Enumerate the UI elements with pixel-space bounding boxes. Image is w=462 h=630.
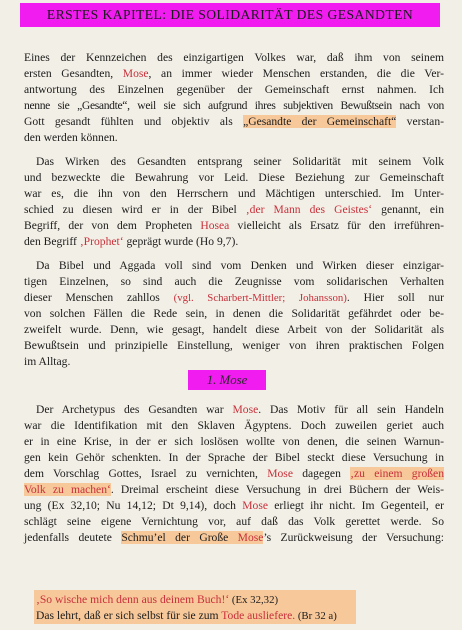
para4-line3: er in eine Krise, in der er sich loslösen wollte von denen, die seinen Warnun- bbox=[24, 435, 444, 448]
name-mose: Mose bbox=[232, 403, 259, 416]
para3-line2: tigen Einzelnen, so sind auch die Zeugnisse vom solidarischen Verhalten bbox=[24, 275, 444, 288]
para3-line5: zweifelt wurde. Denn, wie gesagt, handelt diese Arbeit von der Solidarität als bbox=[24, 323, 444, 336]
name-mose: Mose bbox=[122, 67, 149, 80]
para1-text: verstan- bbox=[396, 115, 444, 128]
para4-line7 bbox=[24, 498, 444, 514]
para4-line2: war die Identifikation mit den Sklaven Ägyptens. Doch zuweilen geriet auch bbox=[24, 419, 444, 432]
term-mann-des-geistes: ‚der Mann des Geistes‘ bbox=[245, 203, 373, 216]
para3-text: . Hier soll nur bbox=[346, 291, 444, 304]
para1-line6: den werden können. bbox=[24, 131, 118, 144]
section-heading: 1. Mose bbox=[188, 370, 266, 390]
para4-text: ’s Zurückweisung der Versuchung: bbox=[263, 531, 444, 544]
para4-text: dem Vorschlag Gottes, Israel zu vernichten, bbox=[24, 467, 268, 480]
para3-text: dieser Menschen zahllos bbox=[24, 291, 174, 304]
para2-text: schied zu diesen wird er in der Bibel bbox=[24, 203, 246, 216]
para1-text: ersten Gesandten, bbox=[24, 67, 123, 80]
highlight-schmuel: Schmu’el der Große bbox=[121, 531, 238, 544]
para2-line4 bbox=[24, 202, 444, 218]
name-mose: Mose bbox=[237, 531, 264, 544]
para2-line2: und bezweckte die Bewahrung vor Leid. Diese Beziehung zur Gemeinschaft bbox=[24, 171, 444, 184]
para1-line5 bbox=[24, 114, 444, 130]
para3-line6: Bewußtsein und prinzipielle Einstellung, weniger von ihren praktischen Folgen bbox=[24, 339, 444, 352]
para4-text: jedenfalls deutete bbox=[24, 531, 122, 544]
para3-line4: von solchen Fällen die Rede sein, in denen die Solidarität gefährdet oder be- bbox=[24, 307, 444, 320]
para3-line3 bbox=[24, 290, 444, 306]
para2-line3: war es, die ihn von den Herrschern und Mächtigen unterschied. Im Unter- bbox=[24, 187, 444, 200]
quote-line1 bbox=[36, 592, 436, 608]
para4-line9 bbox=[24, 530, 444, 546]
quote-line2 bbox=[36, 608, 436, 624]
para4-line4: gen kein Gehör schenkten. In der Sprache der Bibel steckt diese Versuchung in bbox=[24, 451, 444, 464]
para1-line2 bbox=[24, 66, 444, 82]
para4-line5 bbox=[24, 466, 444, 482]
para2-text: geprägt wurde (Ho 9,7). bbox=[123, 235, 239, 248]
quote-text: ‚So wische mich denn aus deinem Buch!‘ bbox=[36, 593, 230, 606]
highlight-volk-zu-machen: Volk zu machen‘ bbox=[24, 483, 111, 496]
para1-text: Gott gesandt fühlten und objektiv als bbox=[24, 115, 244, 128]
para3-line7: im Alltag. bbox=[24, 355, 71, 368]
para3-line1: Da Bibel und Aggada voll sind vom Denken und Wirken dieser einzigar- bbox=[36, 259, 444, 272]
para2-line6 bbox=[24, 234, 444, 250]
para1-line1: Eines der Kennzeichen des einzigartigen Volkes war, daß ihm von seinem bbox=[24, 51, 444, 64]
quote-reference: (Ex 32,32) bbox=[229, 594, 279, 606]
para2-line5 bbox=[24, 218, 444, 234]
para2-text: den Begriff bbox=[24, 235, 80, 248]
para4-text: . Das Motiv für all sein Handeln bbox=[258, 403, 444, 416]
quote-text: Das lehrt, daß er sich selbst für sie zum bbox=[36, 609, 222, 622]
para4-line6 bbox=[24, 482, 444, 498]
name-mose: Mose bbox=[267, 467, 293, 480]
para2-line1: Das Wirken des Gesandten entsprang seiner Solidarität mit seinem Volk bbox=[36, 155, 444, 168]
para4-text: . Dreimal erscheint diese Versuchung in drei Büchern der Weis- bbox=[110, 483, 444, 496]
name-mose: Mose bbox=[242, 499, 268, 512]
para4-text: Der Archetypus des Gesandten war bbox=[36, 403, 233, 416]
para4-line1 bbox=[24, 402, 444, 418]
para1-line3: antwortung des Einzelnen gegenüber der Gemeinschaft ernst nahmen. Ich bbox=[24, 83, 444, 96]
para4-text: ung (Ex 32,10; Nu 14,12; Dt 9,14), doch bbox=[24, 499, 243, 512]
name-hosea: Hosea bbox=[200, 219, 230, 232]
para2-text: vielleicht als Ersatz für den irreführen- bbox=[229, 219, 445, 232]
quote-tode: Tode ausliefere. bbox=[221, 609, 296, 622]
citation-scharbert: (vgl. Scharbert-Mittler; Johansson) bbox=[173, 292, 347, 304]
chapter-title: ERSTES KAPITEL: DIE SOLIDARITÄT DES GESANDTEN bbox=[20, 3, 440, 27]
para2-text: Begriff, der von dem Propheten bbox=[24, 219, 201, 232]
para1-text: , an immer wieder Menschen erstanden, die die Ver- bbox=[148, 67, 444, 80]
highlight-grossen-volk: ‚zu einem großen bbox=[350, 467, 445, 480]
para4-text: dagegen bbox=[292, 467, 351, 480]
highlight-gesandte: „Gesandte der Gemeinschaft“ bbox=[243, 115, 397, 128]
para4-line8: schlägt seine eigene Vernichtung vor, auf daß das Volk gerettet werde. So bbox=[24, 515, 444, 528]
term-prophet: ‚Prophet‘ bbox=[79, 235, 124, 248]
para2-text: genannt, ein bbox=[372, 203, 444, 216]
quote-reference: (Br 32 a) bbox=[295, 610, 337, 622]
para1-line4: nenne sie „Gesandte“, weil sie sich aufgrund ihres subjektiven Bewußtsein nach von bbox=[24, 99, 444, 112]
para4-text: erliegt ihr nicht. Im Gegenteil, er bbox=[267, 499, 444, 512]
